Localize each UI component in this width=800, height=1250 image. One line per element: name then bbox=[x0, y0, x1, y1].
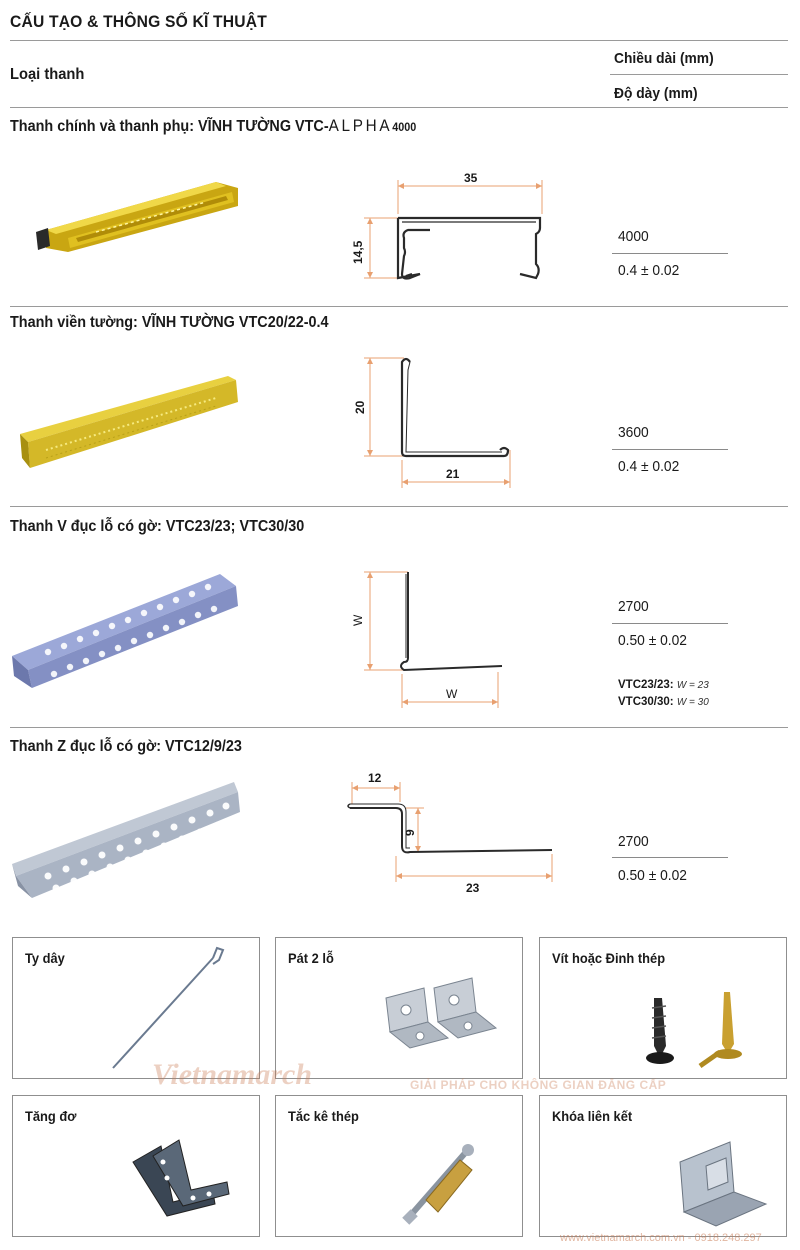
variant-note: VTC23/23: W = 23 bbox=[618, 679, 709, 691]
column-header-length: Chiều dài (mm) bbox=[614, 50, 714, 67]
divider bbox=[610, 74, 788, 75]
divider bbox=[10, 306, 788, 307]
divider bbox=[10, 107, 788, 108]
divider bbox=[10, 506, 788, 507]
wall-angle-cross-section-diagram bbox=[346, 348, 526, 488]
column-header-thickness: Độ dày (mm) bbox=[614, 85, 698, 102]
length-value: 2700 bbox=[618, 833, 649, 850]
length-value: 4000 bbox=[618, 228, 649, 245]
variant-note: VTC30/30: W = 30 bbox=[618, 696, 709, 708]
hanger-rod-icon bbox=[103, 944, 223, 1074]
connector-clip-icon bbox=[670, 1132, 780, 1232]
thickness-value: 0.4 ± 0.02 bbox=[618, 458, 680, 475]
watermark-slogan: GIẢI PHÁP CHO KHÔNG GIAN ĐẲNG CẤP bbox=[410, 1078, 667, 1092]
thickness-value: 0.50 ± 0.02 bbox=[618, 867, 687, 884]
value-divider bbox=[612, 623, 728, 624]
dimension-label-height: 9 bbox=[403, 829, 417, 836]
dimension-label-width: W bbox=[446, 687, 458, 701]
length-value: 2700 bbox=[618, 598, 649, 615]
section-title: Thanh Z đục lỗ có gờ: VTC12/9/23 bbox=[10, 738, 242, 755]
dimension-label-height: W bbox=[351, 614, 365, 626]
dimension-label-height: 14,5 bbox=[351, 240, 365, 264]
accessory-label: Ty dây bbox=[25, 950, 65, 966]
section-title: Thanh viền tường: VĨNH TƯỜNG VTC20/22-0.4 bbox=[10, 314, 329, 331]
thickness-value: 0.50 ± 0.02 bbox=[618, 632, 687, 649]
main-channel-profile-image bbox=[26, 178, 246, 258]
accessory-label: Tăng đơ bbox=[25, 1108, 77, 1124]
screw-and-nail-icon bbox=[640, 988, 780, 1078]
z-bead-cross-section-diagram bbox=[340, 768, 560, 898]
v-bead-cross-section-diagram bbox=[346, 562, 526, 712]
value-divider bbox=[612, 857, 728, 858]
length-value: 3600 bbox=[618, 424, 649, 441]
accessory-card bbox=[12, 1095, 260, 1237]
dimension-label-top: 12 bbox=[368, 771, 382, 785]
perforated-z-bead-image bbox=[8, 776, 242, 900]
section-title: Thanh chính và thanh phụ: VĨNH TƯỜNG VTC-ALPHA4000 bbox=[10, 116, 417, 135]
accessory-label: Khóa liên kết bbox=[552, 1108, 633, 1124]
watermark-contact: www.vietnamarch.com.vn - 0918.248.297 bbox=[560, 1232, 762, 1244]
accessory-label: Vít hoặc Đinh thép bbox=[552, 950, 666, 966]
perforated-v-bead-image bbox=[8, 566, 242, 690]
section-title: Thanh V đục lỗ có gờ: VTC23/23; VTC30/30 bbox=[10, 518, 305, 535]
accessory-card bbox=[275, 937, 523, 1079]
value-divider bbox=[612, 253, 728, 254]
dimension-label-width: 21 bbox=[446, 467, 460, 481]
dimension-label-bottom: 23 bbox=[466, 881, 480, 895]
accessory-card bbox=[275, 1095, 523, 1237]
wall-angle-profile-image bbox=[16, 372, 246, 472]
dimension-label-height: 20 bbox=[353, 400, 367, 414]
turnbuckle-bracket-icon bbox=[123, 1132, 233, 1232]
accessory-label: Tắc kê thép bbox=[288, 1108, 359, 1124]
accessory-card bbox=[539, 1095, 787, 1237]
dimension-label-width: 35 bbox=[464, 171, 478, 185]
accessory-label: Pát 2 lỗ bbox=[288, 950, 334, 966]
thickness-value: 0.4 ± 0.02 bbox=[618, 262, 680, 279]
accessory-card bbox=[539, 937, 787, 1079]
divider bbox=[10, 727, 788, 728]
two-hole-bracket-icon bbox=[376, 974, 506, 1074]
steel-anchor-icon bbox=[396, 1132, 506, 1232]
main-channel-cross-section-diagram bbox=[340, 168, 560, 288]
value-divider bbox=[612, 449, 728, 450]
watermark-logo: Vietnamarch bbox=[152, 1058, 313, 1091]
page-title: CẤU TẠO & THÔNG SỐ KĨ THUẬT bbox=[10, 12, 267, 31]
column-header-type: Loại thanh bbox=[10, 66, 85, 83]
divider bbox=[10, 40, 788, 41]
